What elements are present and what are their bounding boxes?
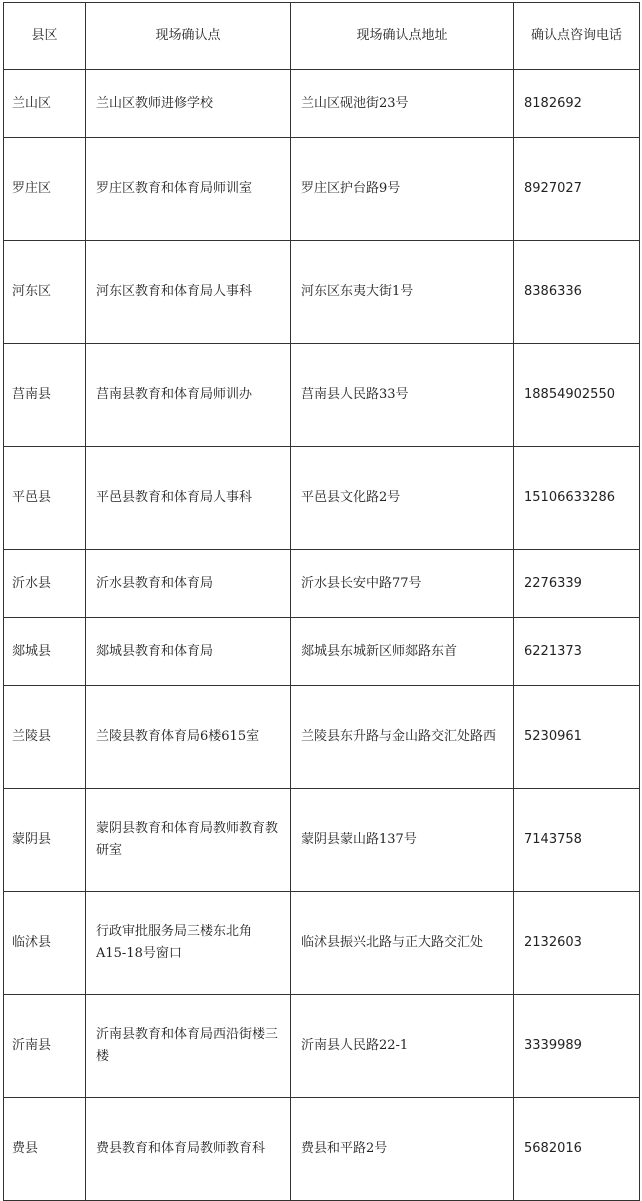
- address-cell: 河东区东夷大街1号: [291, 241, 514, 344]
- county-cell: 沂水县: [4, 550, 86, 618]
- address-cell: 莒南县人民路33号: [291, 344, 514, 447]
- county-cell: 郯城县: [4, 618, 86, 686]
- county-cell: 蒙阴县: [4, 789, 86, 892]
- confirmation-point-cell: 平邑县教育和体育局人事科: [86, 447, 291, 550]
- table-row: [4, 138, 640, 241]
- address-cell: 蒙阴县蒙山路137号: [291, 789, 514, 892]
- header-confirmation-point: 现场确认点: [86, 3, 291, 70]
- confirmation-points-table: [3, 2, 640, 1201]
- address-cell: 罗庄区护台路9号: [291, 138, 514, 241]
- table-row: [4, 550, 640, 618]
- phone-cell: 18854902550: [514, 344, 640, 447]
- confirmation-point-cell: 莒南县教育和体育局师训办: [86, 344, 291, 447]
- confirmation-point-cell: 费县教育和体育局教师教育科: [86, 1098, 291, 1201]
- phone-cell: 2276339: [514, 550, 640, 618]
- table-row: [4, 241, 640, 344]
- county-cell: 费县: [4, 1098, 86, 1201]
- address-cell: 平邑县文化路2号: [291, 447, 514, 550]
- address-cell: 临沭县振兴北路与正大路交汇处: [291, 892, 514, 995]
- table-row: [4, 447, 640, 550]
- address-cell: 沂水县长安中路77号: [291, 550, 514, 618]
- table-row: [4, 686, 640, 789]
- confirmation-point-cell: 罗庄区教育和体育局师训室: [86, 138, 291, 241]
- table-row: [4, 1098, 640, 1201]
- address-cell: 兰陵县东升路与金山路交汇处路西: [291, 686, 514, 789]
- county-cell: 平邑县: [4, 447, 86, 550]
- table-row: [4, 70, 640, 138]
- phone-cell: 6221373: [514, 618, 640, 686]
- county-cell: 罗庄区: [4, 138, 86, 241]
- header-county: 县区: [4, 3, 86, 70]
- phone-cell: 7143758: [514, 789, 640, 892]
- table-row: [4, 344, 640, 447]
- table-row: [4, 789, 640, 892]
- address-cell: 沂南县人民路22-1: [291, 995, 514, 1098]
- confirmation-point-cell: 郯城县教育和体育局: [86, 618, 291, 686]
- table-row: [4, 892, 640, 995]
- county-cell: 兰山区: [4, 70, 86, 138]
- phone-cell: 15106633286: [514, 447, 640, 550]
- county-cell: 河东区: [4, 241, 86, 344]
- address-cell: 兰山区砚池街23号: [291, 70, 514, 138]
- confirmation-point-cell: 行政审批服务局三楼东北角A15-18号窗口: [86, 892, 291, 995]
- confirmation-point-cell: 蒙阴县教育和体育局教师教育教研室: [86, 789, 291, 892]
- address-cell: 费县和平路2号: [291, 1098, 514, 1201]
- phone-cell: 8182692: [514, 70, 640, 138]
- county-cell: 兰陵县: [4, 686, 86, 789]
- phone-cell: 8386336: [514, 241, 640, 344]
- confirmation-point-cell: 沂南县教育和体育局西沿街楼三楼: [86, 995, 291, 1098]
- table-row: [4, 618, 640, 686]
- county-cell: 临沭县: [4, 892, 86, 995]
- header-phone: 确认点咨询电话: [514, 3, 640, 70]
- confirmation-point-cell: 兰山区教师进修学校: [86, 70, 291, 138]
- phone-cell: 8927027: [514, 138, 640, 241]
- confirmation-point-cell: 兰陵县教育体育局6楼615室: [86, 686, 291, 789]
- table-row: [4, 995, 640, 1098]
- address-cell: 郯城县东城新区师郯路东首: [291, 618, 514, 686]
- county-cell: 莒南县: [4, 344, 86, 447]
- table-header-row: [4, 3, 640, 70]
- phone-cell: 5230961: [514, 686, 640, 789]
- confirmation-point-cell: 河东区教育和体育局人事科: [86, 241, 291, 344]
- header-address: 现场确认点地址: [291, 3, 514, 70]
- confirmation-point-cell: 沂水县教育和体育局: [86, 550, 291, 618]
- phone-cell: 5682016: [514, 1098, 640, 1201]
- county-cell: 沂南县: [4, 995, 86, 1098]
- phone-cell: 3339989: [514, 995, 640, 1098]
- phone-cell: 2132603: [514, 892, 640, 995]
